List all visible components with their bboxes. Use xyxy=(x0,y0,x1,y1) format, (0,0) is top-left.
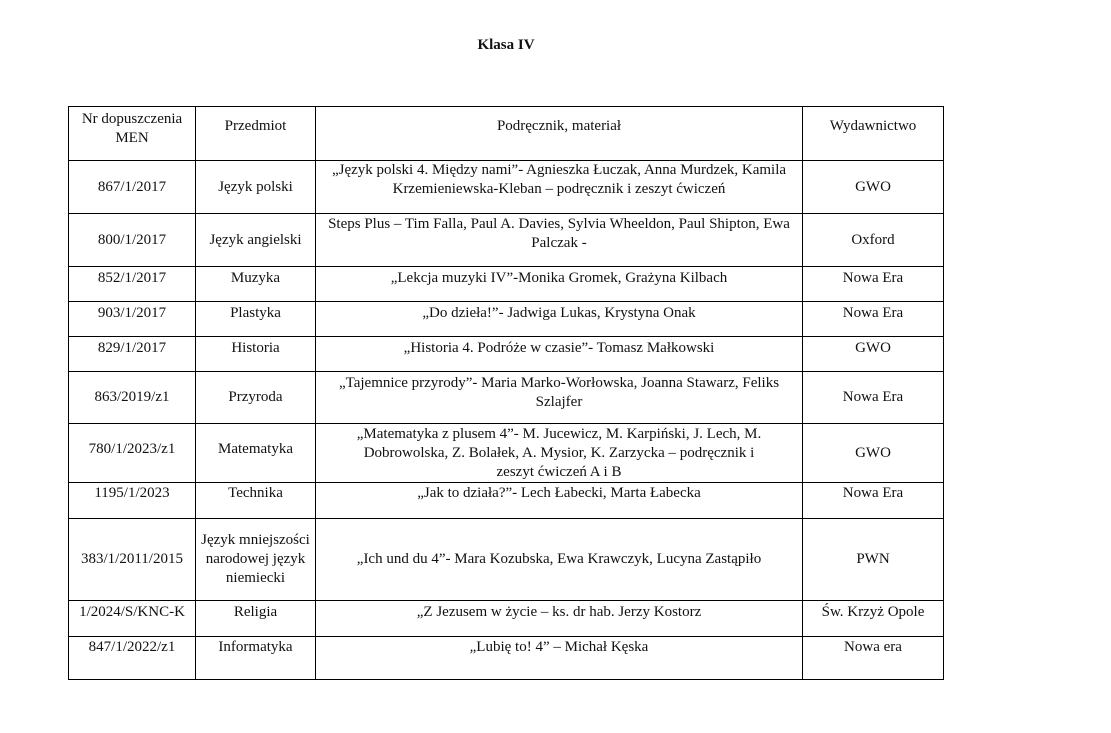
cell-publisher: Nowa era xyxy=(803,637,944,680)
cell-publisher: Św. Krzyż Opole xyxy=(803,601,944,637)
cell-publisher: Oxford xyxy=(803,214,944,267)
cell-book: „Do dzieła!”- Jadwiga Lukas, Krystyna Onak xyxy=(316,302,803,337)
cell-book: Steps Plus – Tim Falla, Paul A. Davies, Sylvia Wheeldon, Paul Shipton, Ewa Palczak - xyxy=(316,214,803,267)
cell-publisher: GWO xyxy=(803,337,944,372)
cell-subject: Informatyka xyxy=(196,637,316,680)
cell-nr: 780/1/2023/z1 xyxy=(69,424,196,483)
table-row xyxy=(69,601,944,637)
table-row xyxy=(69,519,944,601)
cell-nr: 847/1/2022/z1 xyxy=(69,637,196,680)
cell-nr: 903/1/2017 xyxy=(69,302,196,337)
cell-publisher: GWO xyxy=(803,161,944,214)
cell-nr: 1/2024/S/KNC-K xyxy=(69,601,196,637)
table-row xyxy=(69,483,944,519)
table-row xyxy=(69,214,944,267)
cell-subject: Historia xyxy=(196,337,316,372)
cell-publisher: PWN xyxy=(803,519,944,601)
cell-nr: 863/2019/z1 xyxy=(69,372,196,424)
cell-publisher: Nowa Era xyxy=(803,372,944,424)
cell-nr: 867/1/2017 xyxy=(69,161,196,214)
table-row xyxy=(69,424,944,483)
textbook-table xyxy=(68,106,944,680)
cell-publisher: Nowa Era xyxy=(803,483,944,519)
cell-subject: Plastyka xyxy=(196,302,316,337)
table-row xyxy=(69,267,944,302)
document-title: Klasa IV xyxy=(477,37,535,53)
cell-book: „Lekcja muzyki IV”-Monika Gromek, Grażyna Kilbach xyxy=(316,267,803,302)
cell-publisher: Nowa Era xyxy=(803,302,944,337)
cell-subject: Technika xyxy=(196,483,316,519)
cell-subject: Matematyka xyxy=(196,424,316,483)
cell-book: „Jak to działa?”- Lech Łabecki, Marta Łabecka xyxy=(316,483,803,519)
cell-nr: 1195/1/2023 xyxy=(69,483,196,519)
cell-nr: 800/1/2017 xyxy=(69,214,196,267)
cell-nr: 383/1/2011/2015 xyxy=(69,519,196,601)
cell-book: „Historia 4. Podróże w czasie”- Tomasz Małkowski xyxy=(316,337,803,372)
cell-nr: 852/1/2017 xyxy=(69,267,196,302)
header-nr: Nr dopuszczenia MEN xyxy=(69,107,196,161)
header-subject: Przedmiot xyxy=(196,107,316,161)
table-row xyxy=(69,161,944,214)
cell-book: „Tajemnice przyrody”- Maria Marko-Worłowska, Joanna Stawarz, Feliks Szlajfer xyxy=(316,372,803,424)
table-header-row xyxy=(69,107,944,161)
table-row xyxy=(69,372,944,424)
header-publisher: Wydawnictwo xyxy=(803,107,944,161)
cell-publisher: Nowa Era xyxy=(803,267,944,302)
cell-subject: Język mniejszości narodowej język niemiecki xyxy=(196,519,316,601)
table-row xyxy=(69,302,944,337)
cell-nr: 829/1/2017 xyxy=(69,337,196,372)
cell-subject: Przyroda xyxy=(196,372,316,424)
table-row xyxy=(69,337,944,372)
cell-subject: Muzyka xyxy=(196,267,316,302)
cell-book: „Z Jezusem w życie – ks. dr hab. Jerzy Kostorz xyxy=(316,601,803,637)
cell-subject: Język angielski xyxy=(196,214,316,267)
cell-subject: Język polski xyxy=(196,161,316,214)
cell-book: „Lubię to! 4” – Michał Kęska xyxy=(316,637,803,680)
cell-book: „Matematyka z plusem 4”- M. Jucewicz, M. Karpiński, J. Lech, M. Dobrowolska, Z. Bolałek, A. Mysior, K. Zarzycka – podręcznik i zeszyt ćwiczeń A i B xyxy=(316,424,803,483)
cell-book: „Ich und du 4”- Mara Kozubska, Ewa Krawczyk, Lucyna Zastąpiło xyxy=(316,519,803,601)
cell-book: „Język polski 4. Między nami”- Agnieszka Łuczak, Anna Murdzek, Kamila Krzemieniewska-Kleban – podręcznik i zeszyt ćwiczeń xyxy=(316,161,803,214)
cell-publisher: GWO xyxy=(803,424,944,483)
cell-subject: Religia xyxy=(196,601,316,637)
header-book: Podręcznik, materiał xyxy=(316,107,803,161)
table-row xyxy=(69,637,944,680)
